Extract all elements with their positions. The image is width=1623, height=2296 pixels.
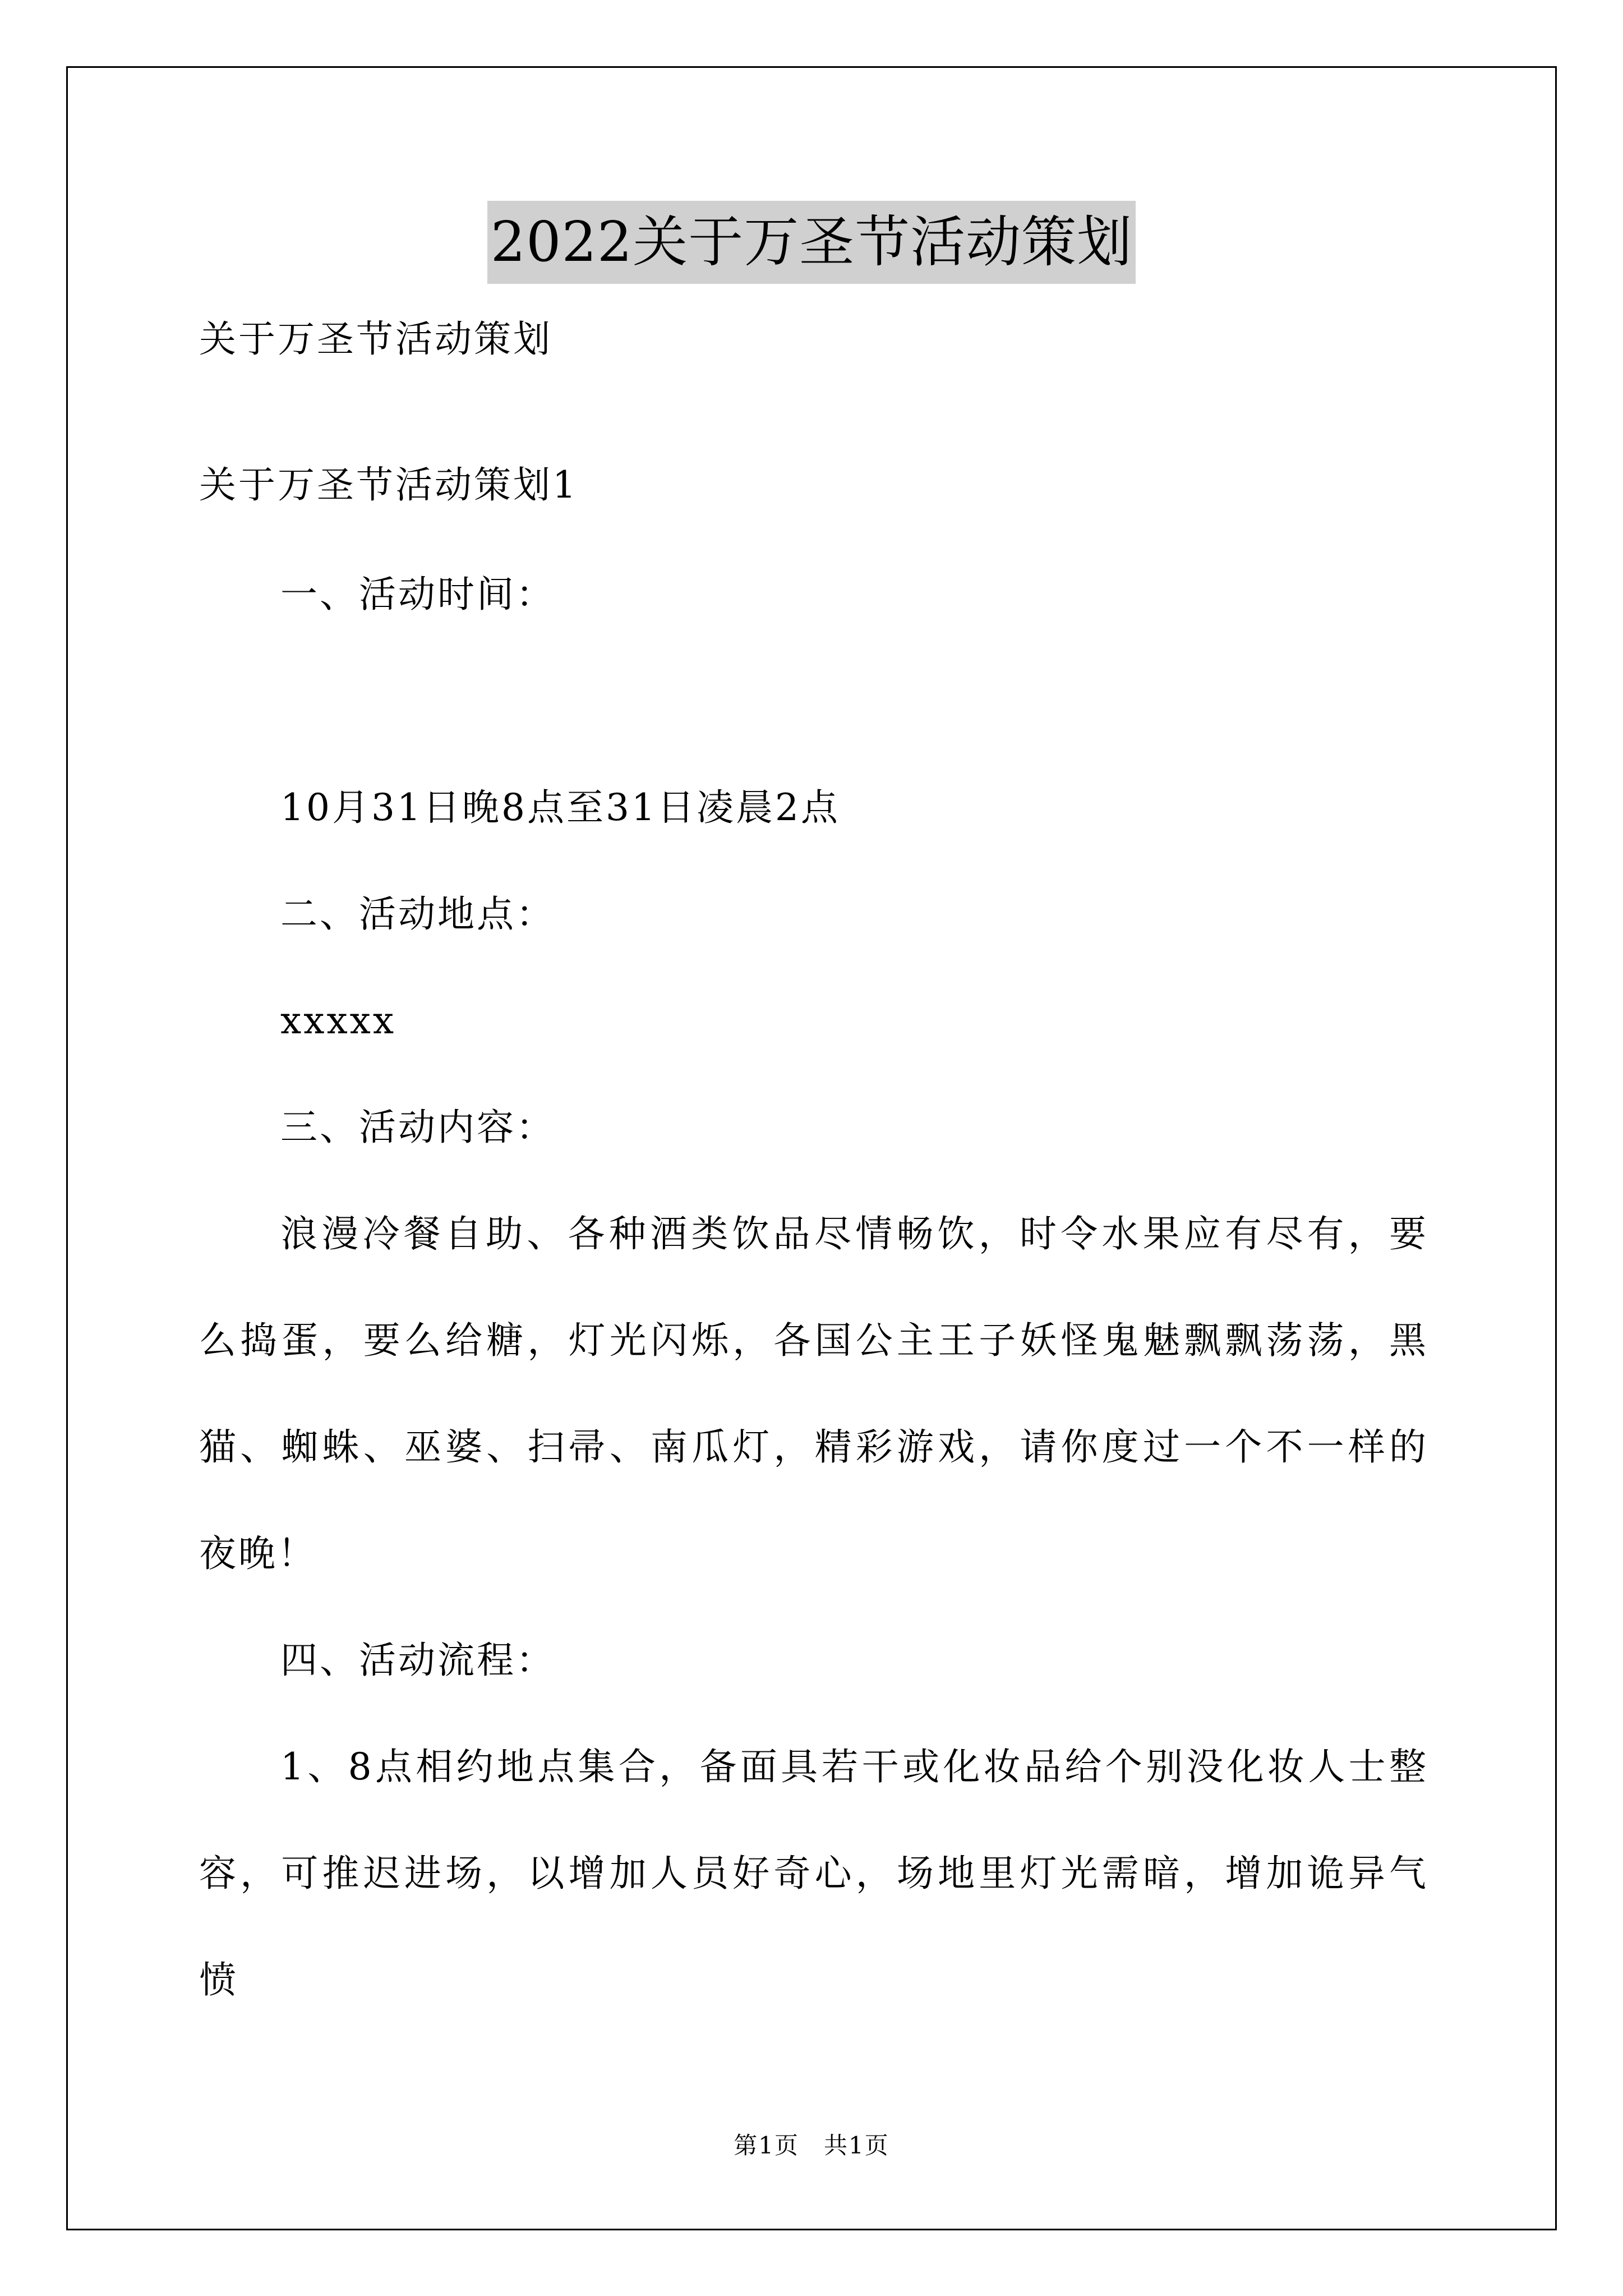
section-process-heading: 四、活动流程： [280,1639,555,1682]
section-place-heading: 二、活动地点： [280,892,555,936]
content-line: 浪漫冷餐自助、各种酒类饮品尽情畅饮，时令水果应有尽有，要 [280,1212,1426,1255]
process-line: 容，可推迟进场，以增加人员好奇心，场地里灯光需暗，增加诡异气 [199,1852,1426,1895]
page-footer: 第1页 共1页 [734,2132,889,2159]
section-time-heading: 一、活动时间： [280,573,555,616]
document-title: 2022关于万圣节活动策划 [487,201,1136,284]
heading-line-2: 关于万圣节活动策划1 [199,463,578,507]
content-line: 猫、蜘蛛、巫婆、扫帚、南瓜灯，精彩游戏，请你度过一个不一样的 [199,1425,1426,1469]
title-container [0,201,1623,284]
heading-line-1: 关于万圣节活动策划 [199,318,552,361]
time-value: 10月31日晚8点至31日凌晨2点 [280,786,840,829]
process-line: 1、8点相约地点集合，备面具若干或化妆品给个别没化妆人士整 [280,1745,1426,1788]
process-line: 愤 [199,1958,238,2001]
content-line: 么捣蛋，要么给糖，灯光闪烁，各国公主王子妖怪鬼魅飘飘荡荡，黑 [199,1319,1426,1362]
place-value: xxxxx [280,999,396,1042]
section-content-heading: 三、活动内容： [280,1106,555,1149]
content-line: 夜晚！ [199,1532,317,1575]
